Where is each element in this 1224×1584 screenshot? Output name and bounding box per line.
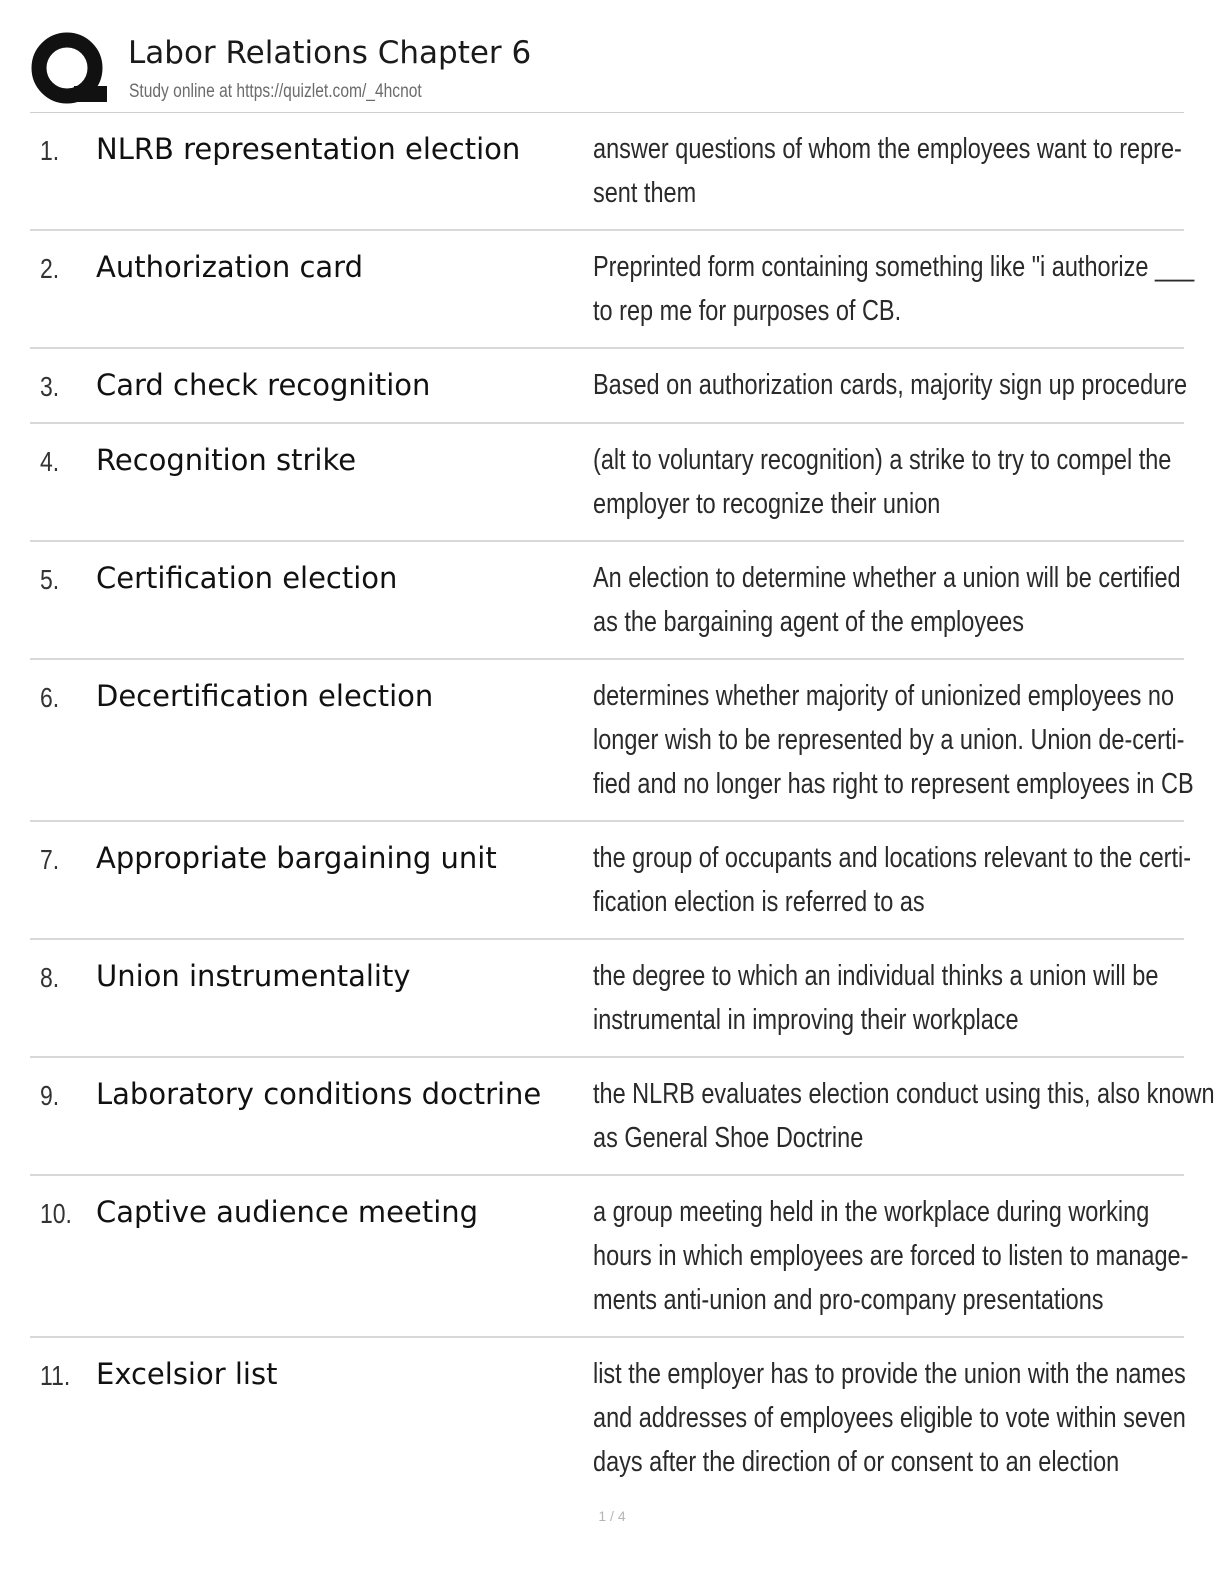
card-term: Certification election xyxy=(96,561,398,595)
card-term: Laboratory conditions doctrine xyxy=(96,1077,542,1111)
definition-line: the degree to which an individual thinks a union will be xyxy=(593,960,1159,992)
definition-line: An election to determine whether a union will be certified xyxy=(593,562,1181,594)
definition-line: Preprinted form containing something like "i authorize ___ xyxy=(593,251,1195,283)
page-header xyxy=(30,28,1190,112)
definition-line: ments anti-union and pro-company presentations xyxy=(593,1284,1104,1316)
definition-line: a group meeting held in the workplace during working xyxy=(593,1196,1150,1228)
card-number: 4. xyxy=(40,446,60,477)
page-number: 1 / 4 xyxy=(598,1508,626,1524)
flashcard-row xyxy=(30,542,1184,660)
card-definition xyxy=(593,836,1192,924)
flashcard-row xyxy=(30,822,1192,940)
study-online-link[interactable]: Study online at https://quizlet.com/_4hcnot xyxy=(129,81,422,102)
card-term: Union instrumentality xyxy=(96,959,411,993)
definition-line: instrumental in improving their workplace xyxy=(593,1004,1019,1036)
card-number: 11. xyxy=(40,1360,71,1391)
card-number: 3. xyxy=(40,371,60,402)
page-title: Labor Relations Chapter 6 xyxy=(128,35,532,71)
card-term: Recognition strike xyxy=(96,443,357,477)
flashcard-row xyxy=(30,424,1184,542)
card-number: 5. xyxy=(40,564,60,595)
flashcard-list xyxy=(30,113,1215,1498)
flashcard-row xyxy=(30,1058,1215,1176)
card-number: 2. xyxy=(40,253,60,284)
quizlet-q-logo-icon xyxy=(30,30,110,110)
card-term: Excelsior list xyxy=(96,1357,278,1391)
card-definition xyxy=(593,363,1188,407)
definition-line: employer to recognize their union xyxy=(593,488,941,520)
definition-line: Based on authorization cards, majority sign up procedure xyxy=(593,369,1188,401)
card-number: 6. xyxy=(40,682,60,713)
definition-line: the NLRB evaluates election conduct using this, also known xyxy=(593,1078,1215,1110)
card-definition xyxy=(593,556,1181,644)
definition-line: and addresses of employees eligible to vote within seven xyxy=(593,1402,1186,1434)
card-term: Appropriate bargaining unit xyxy=(96,841,497,875)
definition-line: fied and no longer has right to represent employees in CB xyxy=(593,768,1194,800)
card-number: 10. xyxy=(40,1198,72,1229)
card-definition xyxy=(593,245,1195,333)
flashcard-row xyxy=(30,660,1194,822)
flashcard-row xyxy=(30,1338,1184,1498)
flashcard-row xyxy=(30,349,1188,424)
card-definition xyxy=(593,954,1160,1042)
card-term: Decertification election xyxy=(96,679,434,713)
card-definition xyxy=(593,1072,1215,1160)
card-definition xyxy=(593,1352,1186,1484)
definition-line: the group of occupants and locations relevant to the certi- xyxy=(593,842,1192,874)
definition-line: to rep me for purposes of CB. xyxy=(593,295,902,327)
definition-line: as General Shoe Doctrine xyxy=(593,1122,864,1154)
card-number: 9. xyxy=(40,1080,60,1111)
card-definition xyxy=(593,674,1194,806)
card-number: 1. xyxy=(40,135,60,166)
definition-line: determines whether majority of unionized employees no xyxy=(593,680,1175,712)
card-term: NLRB representation election xyxy=(96,132,521,166)
card-definition xyxy=(593,1190,1189,1322)
definition-line: sent them xyxy=(593,177,697,209)
card-term: Captive audience meeting xyxy=(96,1195,479,1229)
card-definition xyxy=(593,438,1172,526)
card-term: Card check recognition xyxy=(96,368,431,402)
definition-line: list the employer has to provide the union with the names xyxy=(593,1358,1186,1390)
definition-line: as the bargaining agent of the employees xyxy=(593,606,1024,638)
card-number: 7. xyxy=(40,844,60,875)
card-term: Authorization card xyxy=(96,250,363,284)
flashcard-row xyxy=(30,113,1184,231)
flashcard-row xyxy=(30,1176,1189,1338)
definition-line: answer questions of whom the employees want to repre- xyxy=(593,133,1182,165)
definition-line: (alt to voluntary recognition) a strike to try to compel the xyxy=(593,444,1172,476)
flashcard-row xyxy=(30,231,1195,349)
flashcard-row xyxy=(30,940,1184,1058)
definition-line: fication election is referred to as xyxy=(593,886,925,918)
definition-line: longer wish to be represented by a union. Union de-certi- xyxy=(593,724,1185,756)
card-number: 8. xyxy=(40,962,60,993)
card-definition xyxy=(593,127,1182,215)
definition-line: hours in which employees are forced to listen to manage- xyxy=(593,1240,1189,1272)
definition-line: days after the direction of or consent to an election xyxy=(593,1446,1120,1478)
